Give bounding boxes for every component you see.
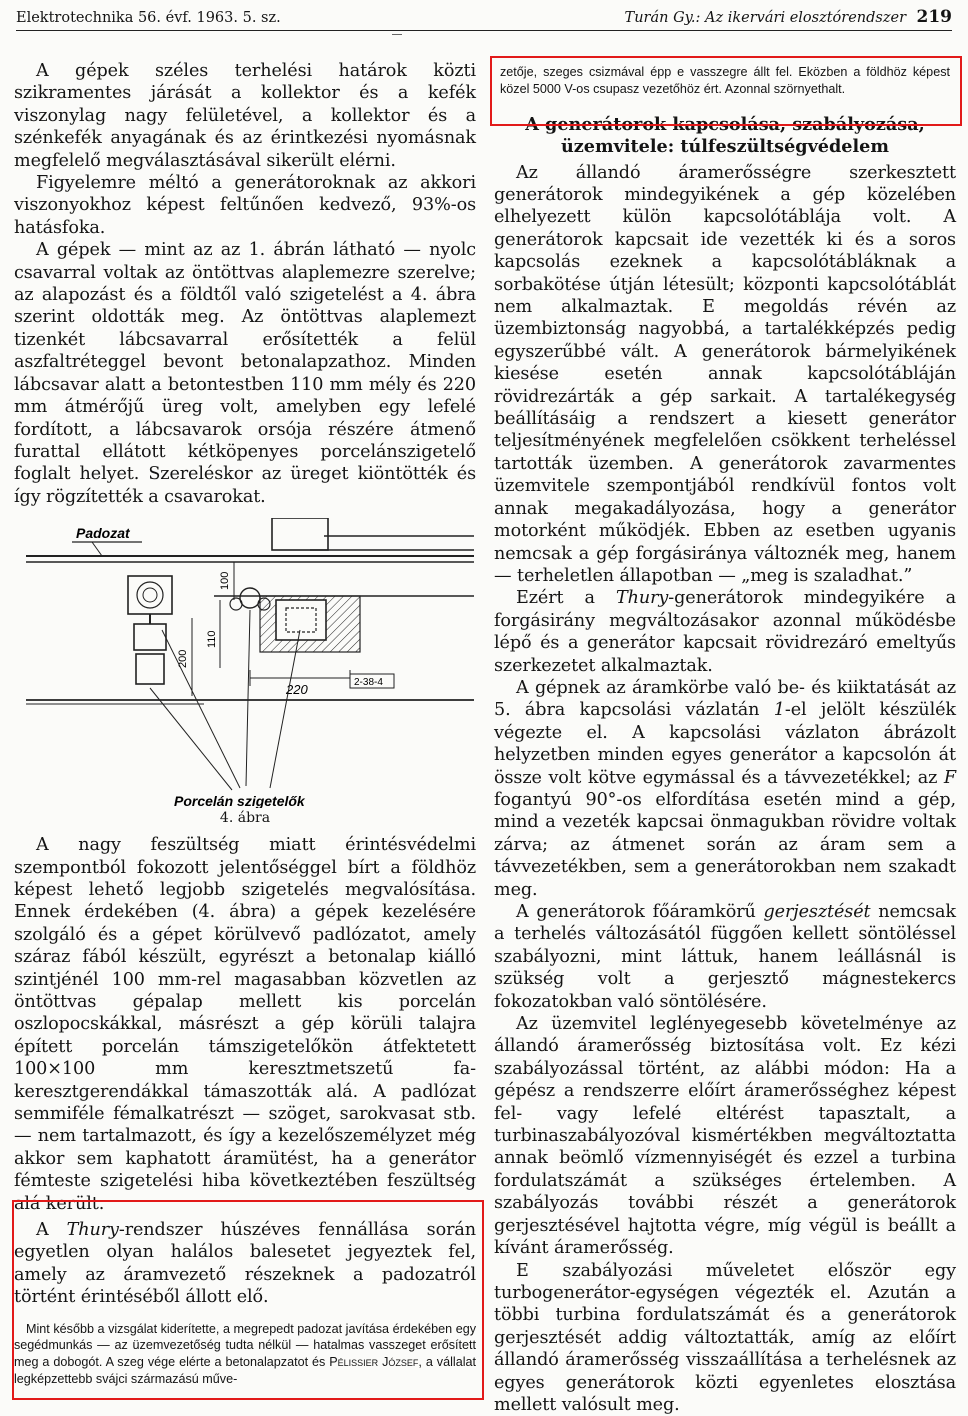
dim-200: 200 (177, 650, 189, 668)
journal-info: Elektrotechnika 56. évf. 1963. 5. sz. (16, 10, 281, 26)
header-rule (16, 30, 952, 31)
paragraph: Az állandó áramerősségre szerkesztett generátorok mindegyikének a gép közelében elhelyezett külön kapcsolótáblája volt. A generátorok kapcsait ide vezették ki és a soros kapcsolás ezeknek a kapcsolótábláknak a sorbakötése útján létesült; központi kapcsolótáblát nem alkalmaztak. E megoldás révén az üzembiztonság nagyobbá, a tartalékképzés pedig egyszerűbbé vált. A generátorok bármelyikének kiesése esetén annak kapcsolótábláján rövidrezárták a gép sarkait. A tartalékegység beállításáig a rendszert a kiesett generátor teljesítményének megfelelően csökkent terheléssel tartották üzemben. A generátorok zavarmentes üzemvitele szempontjából rendkívül fontos volt annak megakadályozása, hogy a generátor motorként működjék. Ebben az esetben ugyanis nemcsak a gép forgásiránya változnék meg, hanem — terheletlen állapotban — „meg is szaladhat.” (494, 162, 956, 588)
floor-label: Padozat (76, 525, 131, 541)
paragraph: Az üzemvitel leglényegesebb követelménye az állandó áramerősség biztosítása volt. Ez kézi szabályozással történt, az alábbi módon: Ha a gépész a rendszerre előírt áramerősséghez képest fel- vagy lefelé eltérést tapasztalt, a turbinaszabályozóval kismértékben megváltoztatta annak beömlő vízmennyiségét és ezzel a turbina fordulatszámát a szükséges értelemben. A szabályozás további részét a generátorok gerjesztésével hajtotta végre, míg végül is beállt a kívánt áramerősség. (494, 1013, 956, 1259)
foundation-diagram (14, 518, 476, 808)
paragraph: A nagy feszültség miatt érintésvédelmi szempontból fokozott jelentőséggel bírt a földhöz képest lehető legjobb szigetelés megvalósítása. Ennek érdekében (4. ábra) a gépek kezelésére szolgáló és a gépet körülvevő padlózatot, amely száraz fából készült, egyrészt a betonalap kiálló szintjénél 100 mm-rel magasabban közvetlen az öntöttvas gépalap mellett kis porcelán oszlopocskákkal, másrészt a gép körüli talajra épített porcelán támszigetelőkön átfektetett 100×100 mm keresztmetszetű fa-keresztgerendákkal támaszották alá. A padlózat semmiféle fémalkatrészt — szöget, sarokvasat stb. — nem tartalmazott, és így a kezelőszemélyzet még akkor sem kaphatott áramütést, ha a generátor fémteste szigetelési hiba következtében feszültség alá került. (14, 834, 476, 1215)
left-column (14, 60, 476, 1388)
paragraph: A gépek széles terhelési határok közti szikramentes járását a kollektor és a kefék viszonylag nagy felületével, a kollektor és a szénkefék anyagának és az érintkezési nyomásnak megfelelő megválasztásával sikerült elérni. (14, 60, 476, 172)
dim-220: 220 (285, 682, 308, 697)
footnote-continued: zetője, szeges csizmával épp e vasszegre állt fel. Eközben a földhöz képest közel 5000 V-os csupasz vezetőhöz ért. Azonnal szörnyethalt. (494, 60, 956, 98)
paragraph: A generátorok főáramkörű gerjesztését nemcsak a terhelés változásától függően kellett söntöléssel szabályozni, mint láttuk, hanem leállásnál is szükség volt a gerjesztő mágnestekercs fokozatokban való söntölésére. (494, 901, 956, 1013)
paragraph: E szabályozási műveletet először egy turbogenerátor-egységen végezték el. Azután a többi turbina fordulatszámát és a generátorok gerjesztését addig változtatták, amíg az előírt állandó áramerősség visszaállítása a terhelésnek az egyes generátorok közti egyenletes elosztása mellett valósult meg. (494, 1260, 956, 1416)
page-number: 219 (917, 7, 953, 27)
figure-ref: 2-38-4 (354, 677, 383, 688)
figure-4 (14, 518, 476, 808)
article-title: Turán Gy.: Az ikervári elosztórendszer (625, 10, 906, 26)
page-header (16, 6, 952, 32)
paragraph: Ezért a Thury-generátorok mindegyikére a forgásirány megváltozásakor azonnal működésbe lépő és a generátor kapcsait rövidrezáró emeltyűs szerkezetet alkalmaztak. (494, 587, 956, 677)
paragraph: Figyelemre méltó a generátoroknak az akkori viszonyokhoz képest feltűnően kedvező, 93%-os hatásfoka. (14, 172, 476, 239)
section-heading: A generátorok kapcsolása, szabályozása, üzemvitele: túlfeszültségvédelem (504, 114, 946, 158)
dim-100: 100 (219, 572, 231, 590)
paragraph: A gépek — mint az az 1. ábrán látható — nyolc csavarral voltak az öntöttvas alaplemezre szerelve; az alapozást és a földtől való szigetelést a 4. ábra szerint oldották meg. Az öntöttvas alaplemezt tizenkét lábcsavarral erősítették a felül aszfaltréteggel bevont betonalapzathoz. Minden lábcsavar alatt a betontestben 110 mm mély és 220 mm átmérőjű üreg volt, amelyben egy lefelé fordított, a lábcsavarok orsója részére átmenő furattal ellátott kétköpenyes porcelánszigetelő foglalt helyet. Szereléskor az üreget kiöntötték és így rögzítették a csavarokat. (14, 239, 476, 508)
paragraph: A Thury-rendszer húszéves fennállása során egyetlen olyan halálos balesetet jegyeztek fel, amely az áramvezető részeknek a padozatról történt érintéséből állott elő. (14, 1219, 476, 1309)
paragraph: A gépnek az áramkörbe való be- és kiiktatását az 5. ábra kapcsolási vázlatán 1-el jelölt készülék végezte el. A kapcsolási vázlaton ábrázolt helyzetben minden egyes generátor a kapcsolón át össze volt kötve egymással és a távvezetékkel; az F fogantyú 90°-os elfordítása esetén mind a gép, mind a vezeték kapcsai önmagukban rövidre voltak zárva; az átmenet során az áram sem a távvezetékben, sem a generátorokban nem szakadt meg. (494, 677, 956, 901)
insulator-label: Porcelán szigetelők (174, 793, 306, 808)
right-column (494, 60, 956, 1416)
center-mark (392, 34, 402, 40)
footnote: Mint később a vizsgálat kiderítette, a megrepedt padozat javítása érdekében egy segédmunkás — az üzemvezetőség tudta nélkül — hatalmas vasszeget erősített meg a dobogót. A szeg vége elérte a betonalapzatot és Pélissier József, a vállalat legképzettebb svájci származású műve- (14, 1321, 476, 1388)
dim-110: 110 (206, 631, 218, 649)
figure-caption: 4. ábra (14, 810, 476, 826)
